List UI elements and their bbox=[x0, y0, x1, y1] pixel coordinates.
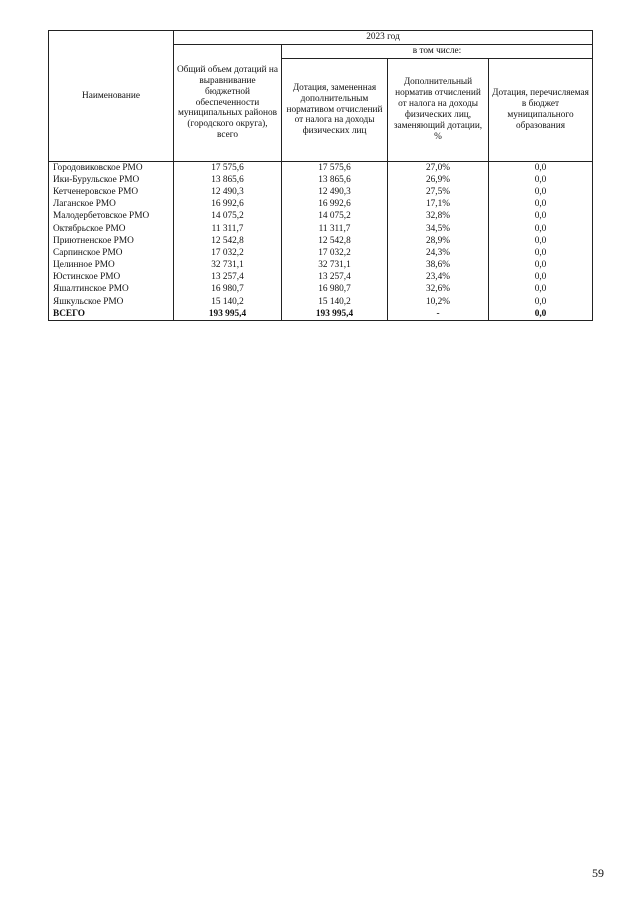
table-header bbox=[49, 31, 593, 162]
cell-total: 32 731,1 bbox=[174, 260, 282, 272]
table-row bbox=[49, 260, 593, 272]
cell-transferred: 0,0 bbox=[489, 247, 593, 259]
cell-name: Приютненское РМО bbox=[49, 235, 174, 247]
cell-transferred: 0,0 bbox=[489, 272, 593, 284]
cell-name: Юстинское РМО bbox=[49, 272, 174, 284]
cell-transferred: 0,0 bbox=[489, 260, 593, 272]
table-row bbox=[49, 186, 593, 198]
cell-replaced: 17 575,6 bbox=[282, 162, 388, 175]
cell-replaced: 17 032,2 bbox=[282, 247, 388, 259]
cell-total: 12 490,3 bbox=[174, 186, 282, 198]
table-row bbox=[49, 296, 593, 308]
cell-norm: 32,6% bbox=[388, 284, 489, 296]
cell-total: 14 075,2 bbox=[174, 211, 282, 223]
cell-total: 17 575,6 bbox=[174, 162, 282, 175]
cell-norm: 28,9% bbox=[388, 235, 489, 247]
cell-total: 193 995,4 bbox=[174, 308, 282, 321]
cell-replaced: 12 490,3 bbox=[282, 186, 388, 198]
cell-norm: 38,6% bbox=[388, 260, 489, 272]
table-row bbox=[49, 272, 593, 284]
cell-replaced: 13 865,6 bbox=[282, 174, 388, 186]
cell-replaced: 12 542,8 bbox=[282, 235, 388, 247]
cell-name: Ики-Бурульское РМО bbox=[49, 174, 174, 186]
page-number: 59 bbox=[592, 866, 604, 880]
cell-transferred: 0,0 bbox=[489, 296, 593, 308]
header-transferred-subsidy: Дотация, перечисляемая в бюджет муниципального образования bbox=[489, 59, 593, 162]
table-body bbox=[49, 162, 593, 321]
cell-transferred: 0,0 bbox=[489, 235, 593, 247]
cell-total: 16 992,6 bbox=[174, 199, 282, 211]
table-row bbox=[49, 199, 593, 211]
cell-norm: - bbox=[388, 308, 489, 321]
cell-total: 17 032,2 bbox=[174, 247, 282, 259]
cell-total: 12 542,8 bbox=[174, 235, 282, 247]
cell-replaced: 15 140,2 bbox=[282, 296, 388, 308]
cell-name: Яшкульское РМО bbox=[49, 296, 174, 308]
header-additional-norm: Дополнительный норматив отчислений от налога на доходы физических лиц, заменяющий дотации, % bbox=[388, 59, 489, 162]
table-total-row bbox=[49, 308, 593, 321]
cell-transferred: 0,0 bbox=[489, 284, 593, 296]
cell-name: Городовиковское РМО bbox=[49, 162, 174, 175]
cell-total: 11 311,7 bbox=[174, 223, 282, 235]
cell-name: ВСЕГО bbox=[49, 308, 174, 321]
cell-replaced: 14 075,2 bbox=[282, 211, 388, 223]
budget-table bbox=[48, 30, 593, 321]
header-replaced-subsidy: Дотация, замененная дополнительным нормативом отчислений от налога на доходы физических лиц bbox=[282, 59, 388, 162]
cell-name: Малодербетовское РМО bbox=[49, 211, 174, 223]
cell-transferred: 0,0 bbox=[489, 174, 593, 186]
table-row bbox=[49, 235, 593, 247]
cell-norm: 26,9% bbox=[388, 174, 489, 186]
cell-transferred: 0,0 bbox=[489, 211, 593, 223]
cell-name: Кетченеровское РМО bbox=[49, 186, 174, 198]
header-total: Общий объем дотаций на выравнивание бюджетной обеспеченности муниципальных районов (городского округа), всего bbox=[174, 45, 282, 162]
cell-total: 16 980,7 bbox=[174, 284, 282, 296]
cell-total: 13 865,6 bbox=[174, 174, 282, 186]
cell-norm: 32,8% bbox=[388, 211, 489, 223]
cell-name: Сарпинское РМО bbox=[49, 247, 174, 259]
table-row bbox=[49, 223, 593, 235]
cell-name: Целинное РМО bbox=[49, 260, 174, 272]
cell-norm: 24,3% bbox=[388, 247, 489, 259]
cell-replaced: 13 257,4 bbox=[282, 272, 388, 284]
cell-transferred: 0,0 bbox=[489, 162, 593, 175]
cell-name: Яшалтинское РМО bbox=[49, 284, 174, 296]
cell-transferred: 0,0 bbox=[489, 199, 593, 211]
cell-replaced: 193 995,4 bbox=[282, 308, 388, 321]
cell-replaced: 32 731,1 bbox=[282, 260, 388, 272]
header-including: в том числе: bbox=[282, 45, 593, 59]
cell-transferred: 0,0 bbox=[489, 186, 593, 198]
cell-norm: 17,1% bbox=[388, 199, 489, 211]
cell-name: Октябрьское РМО bbox=[49, 223, 174, 235]
cell-total: 15 140,2 bbox=[174, 296, 282, 308]
table-row bbox=[49, 284, 593, 296]
cell-norm: 23,4% bbox=[388, 272, 489, 284]
header-year: 2023 год bbox=[174, 31, 593, 45]
cell-replaced: 11 311,7 bbox=[282, 223, 388, 235]
cell-name: Лаганское РМО bbox=[49, 199, 174, 211]
cell-total: 13 257,4 bbox=[174, 272, 282, 284]
table-row bbox=[49, 174, 593, 186]
table-row bbox=[49, 247, 593, 259]
table-row bbox=[49, 211, 593, 223]
header-name: Наименование bbox=[49, 31, 174, 162]
cell-transferred: 0,0 bbox=[489, 223, 593, 235]
cell-transferred: 0,0 bbox=[489, 308, 593, 321]
table-row bbox=[49, 162, 593, 175]
cell-replaced: 16 992,6 bbox=[282, 199, 388, 211]
cell-norm: 10,2% bbox=[388, 296, 489, 308]
cell-norm: 27,5% bbox=[388, 186, 489, 198]
cell-norm: 34,5% bbox=[388, 223, 489, 235]
cell-replaced: 16 980,7 bbox=[282, 284, 388, 296]
cell-norm: 27,0% bbox=[388, 162, 489, 175]
